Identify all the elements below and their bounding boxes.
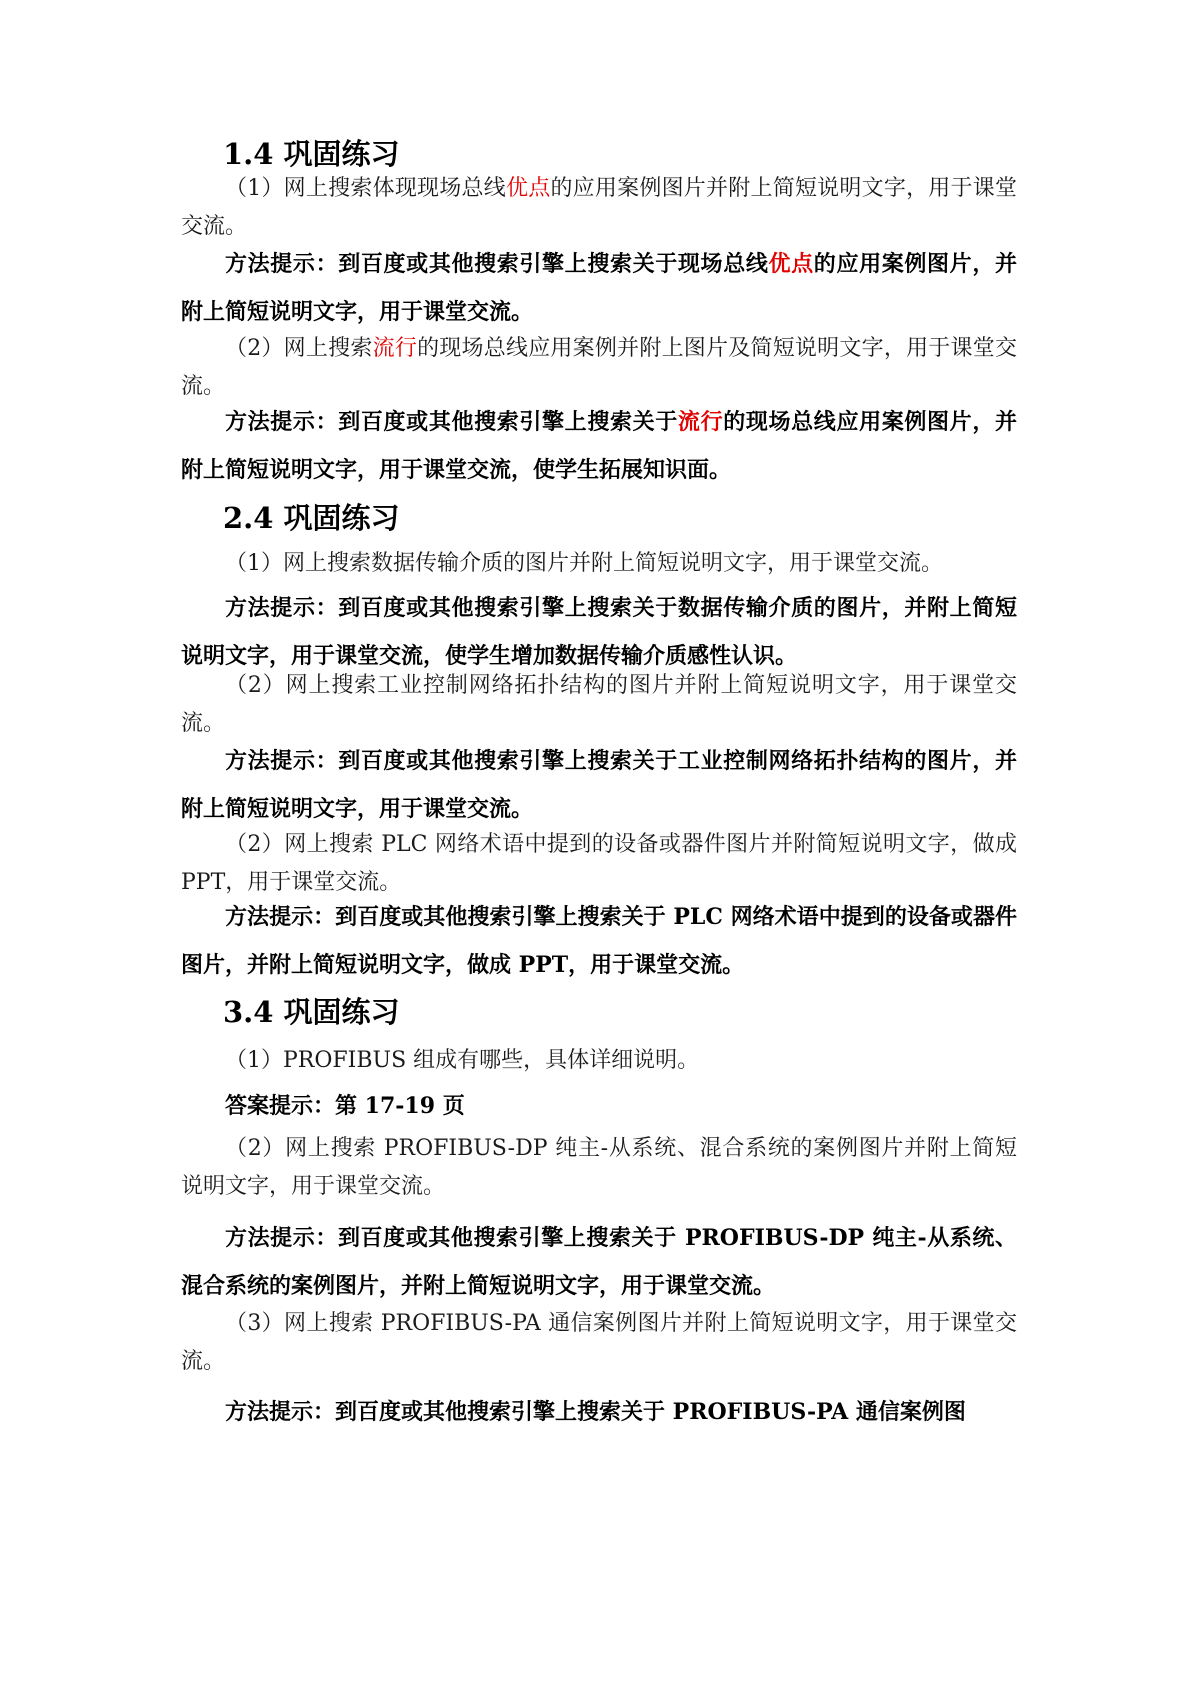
- hint-label: 方法提示：: [225, 1399, 336, 1425]
- hint-label: 方法提示：: [225, 904, 336, 930]
- hint-1-4-2: 方法提示：到百度或其他搜索引擎上搜索关于流行的现场总线应用案例图片，并附上简短说明文字，用于课堂交流，使学生拓展知识面。: [181, 409, 1017, 483]
- hint-label: 答案提示：: [225, 1093, 336, 1119]
- question-2-4-1: （1）网上搜索数据传输介质的图片并附上简短说明文字，用于课堂交流。: [225, 551, 943, 576]
- question-2-4-3: （2）网上搜索 PLC 网络术语中提到的设备或器件图片并附简短说明文字，做成 PPT，用于课堂交流。: [181, 832, 1017, 895]
- hint-label: 方法提示：: [225, 595, 339, 621]
- question-3-4-3: （3）网上搜索 PROFIBUS-PA 通信案例图片并附上简短说明文字，用于课堂交流。: [181, 1311, 1017, 1374]
- highlight-text: 流行: [677, 409, 724, 435]
- section-title-1-4: 1.4 巩固练习: [223, 137, 400, 171]
- hint-label: 方法提示：: [225, 1225, 338, 1251]
- hint-3-4-1: 答案提示：第 17-19 页: [225, 1093, 465, 1119]
- question-2-4-2: （2）网上搜索工业控制网络拓扑结构的图片并附上简短说明文字，用于课堂交流。: [181, 673, 1017, 736]
- hint-2-4-2: 方法提示：到百度或其他搜索引擎上搜索关于工业控制网络拓扑结构的图片，并附上简短说明文字，用于课堂交流。: [181, 748, 1017, 822]
- section-title-2-4: 2.4 巩固练习: [223, 501, 400, 535]
- question-1-4-2: （2）网上搜索流行的现场总线应用案例并附上图片及简短说明文字，用于课堂交流。: [181, 336, 1017, 399]
- hint-2-4-3: 方法提示：到百度或其他搜索引擎上搜索关于 PLC 网络术语中提到的设备或器件图片，并附上简短说明文字，做成 PPT，用于课堂交流。: [181, 904, 1017, 978]
- question-1-4-1: （1）网上搜索体现现场总线优点的应用案例图片并附上简短说明文字，用于课堂交流。: [181, 176, 1017, 239]
- question-3-4-1: （1）PROFIBUS 组成有哪些，具体详细说明。: [225, 1048, 700, 1073]
- question-3-4-2: （2）网上搜索 PROFIBUS-DP 纯主-从系统、混合系统的案例图片并附上简短说明文字，用于课堂交流。: [181, 1136, 1017, 1199]
- hint-2-4-1: 方法提示：到百度或其他搜索引擎上搜索关于数据传输介质的图片，并附上简短说明文字，用于课堂交流，使学生增加数据传输介质感性认识。: [181, 595, 1017, 669]
- highlight-text: 优点: [768, 251, 814, 277]
- section-title-3-4: 3.4 巩固练习: [223, 995, 400, 1029]
- hint-label: 方法提示：: [225, 748, 339, 774]
- hint-label: 方法提示：: [225, 409, 339, 435]
- hint-3-4-2: 方法提示：到百度或其他搜索引擎上搜索关于 PROFIBUS-DP 纯主-从系统、混合系统的案例图片，并附上简短说明文字，用于课堂交流。: [181, 1225, 1017, 1299]
- highlight-text: 流行: [372, 336, 418, 361]
- highlight-text: 优点: [505, 176, 551, 201]
- hint-3-4-3: 方法提示：到百度或其他搜索引擎上搜索关于 PROFIBUS-PA 通信案例图: [225, 1399, 966, 1425]
- hint-label: 方法提示：: [225, 251, 339, 277]
- hint-1-4-1: 方法提示：到百度或其他搜索引擎上搜索关于现场总线优点的应用案例图片，并附上简短说明文字，用于课堂交流。: [181, 251, 1017, 325]
